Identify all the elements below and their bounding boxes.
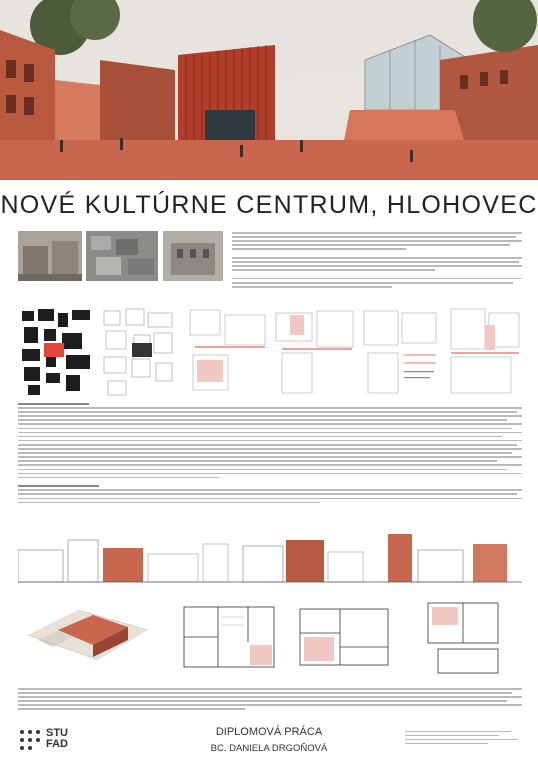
stu-logo-text [46, 728, 68, 750]
logo-line-2: FAD [46, 738, 68, 750]
floor-plan-second-graphic [408, 597, 522, 677]
intro-text-block [232, 232, 522, 294]
floor-plan-ground [178, 597, 286, 677]
diagram-block-d [445, 305, 525, 400]
diagram-block-b [272, 305, 357, 400]
bottom-text-block [18, 688, 522, 718]
diagram-block-c-graphic [360, 305, 440, 400]
site-plan-black-graphic [18, 305, 96, 400]
concept-text-block [18, 403, 522, 518]
thesis-label: DIPLOMOVÁ PRÁCA [215, 726, 323, 738]
page-title: NOVÉ KULTÚRNE CENTRUM, HLOHOVEC [0, 191, 538, 219]
author-name: BC. DANIELA DRGOŇOVÁ [210, 743, 328, 754]
elevations-graphic [18, 530, 522, 590]
floor-plan-first [292, 597, 400, 677]
hero-rendering-graphic [0, 0, 538, 180]
elevations-row [18, 530, 522, 590]
axonometric-view [18, 595, 173, 675]
logo-line-1: STU [46, 727, 68, 739]
historic-photo-graphic [18, 231, 82, 281]
site-plan-gray-graphic [100, 305, 178, 400]
floor-plan-first-graphic [292, 597, 400, 677]
photo-building-facade [163, 231, 223, 281]
aerial-photo-graphic [86, 231, 158, 281]
diagram-block-a-graphic [185, 305, 270, 400]
diagram-block-a [185, 305, 270, 400]
diagram-block-c [360, 305, 440, 400]
site-plan-gray [100, 305, 178, 400]
floor-plan-ground-graphic [178, 597, 286, 677]
aerial-photo-town [86, 231, 158, 281]
axonometric-graphic [18, 595, 173, 675]
diagram-block-d-graphic [445, 305, 525, 400]
floor-plan-second [408, 597, 522, 677]
footer-info-block [405, 731, 523, 753]
diagram-block-b-graphic [272, 305, 357, 400]
stu-logo-dots [20, 730, 42, 752]
hero-rendering [0, 0, 538, 180]
site-plan-black [18, 305, 96, 400]
facade-photo-graphic [163, 231, 223, 281]
historic-photo-street [18, 231, 82, 281]
